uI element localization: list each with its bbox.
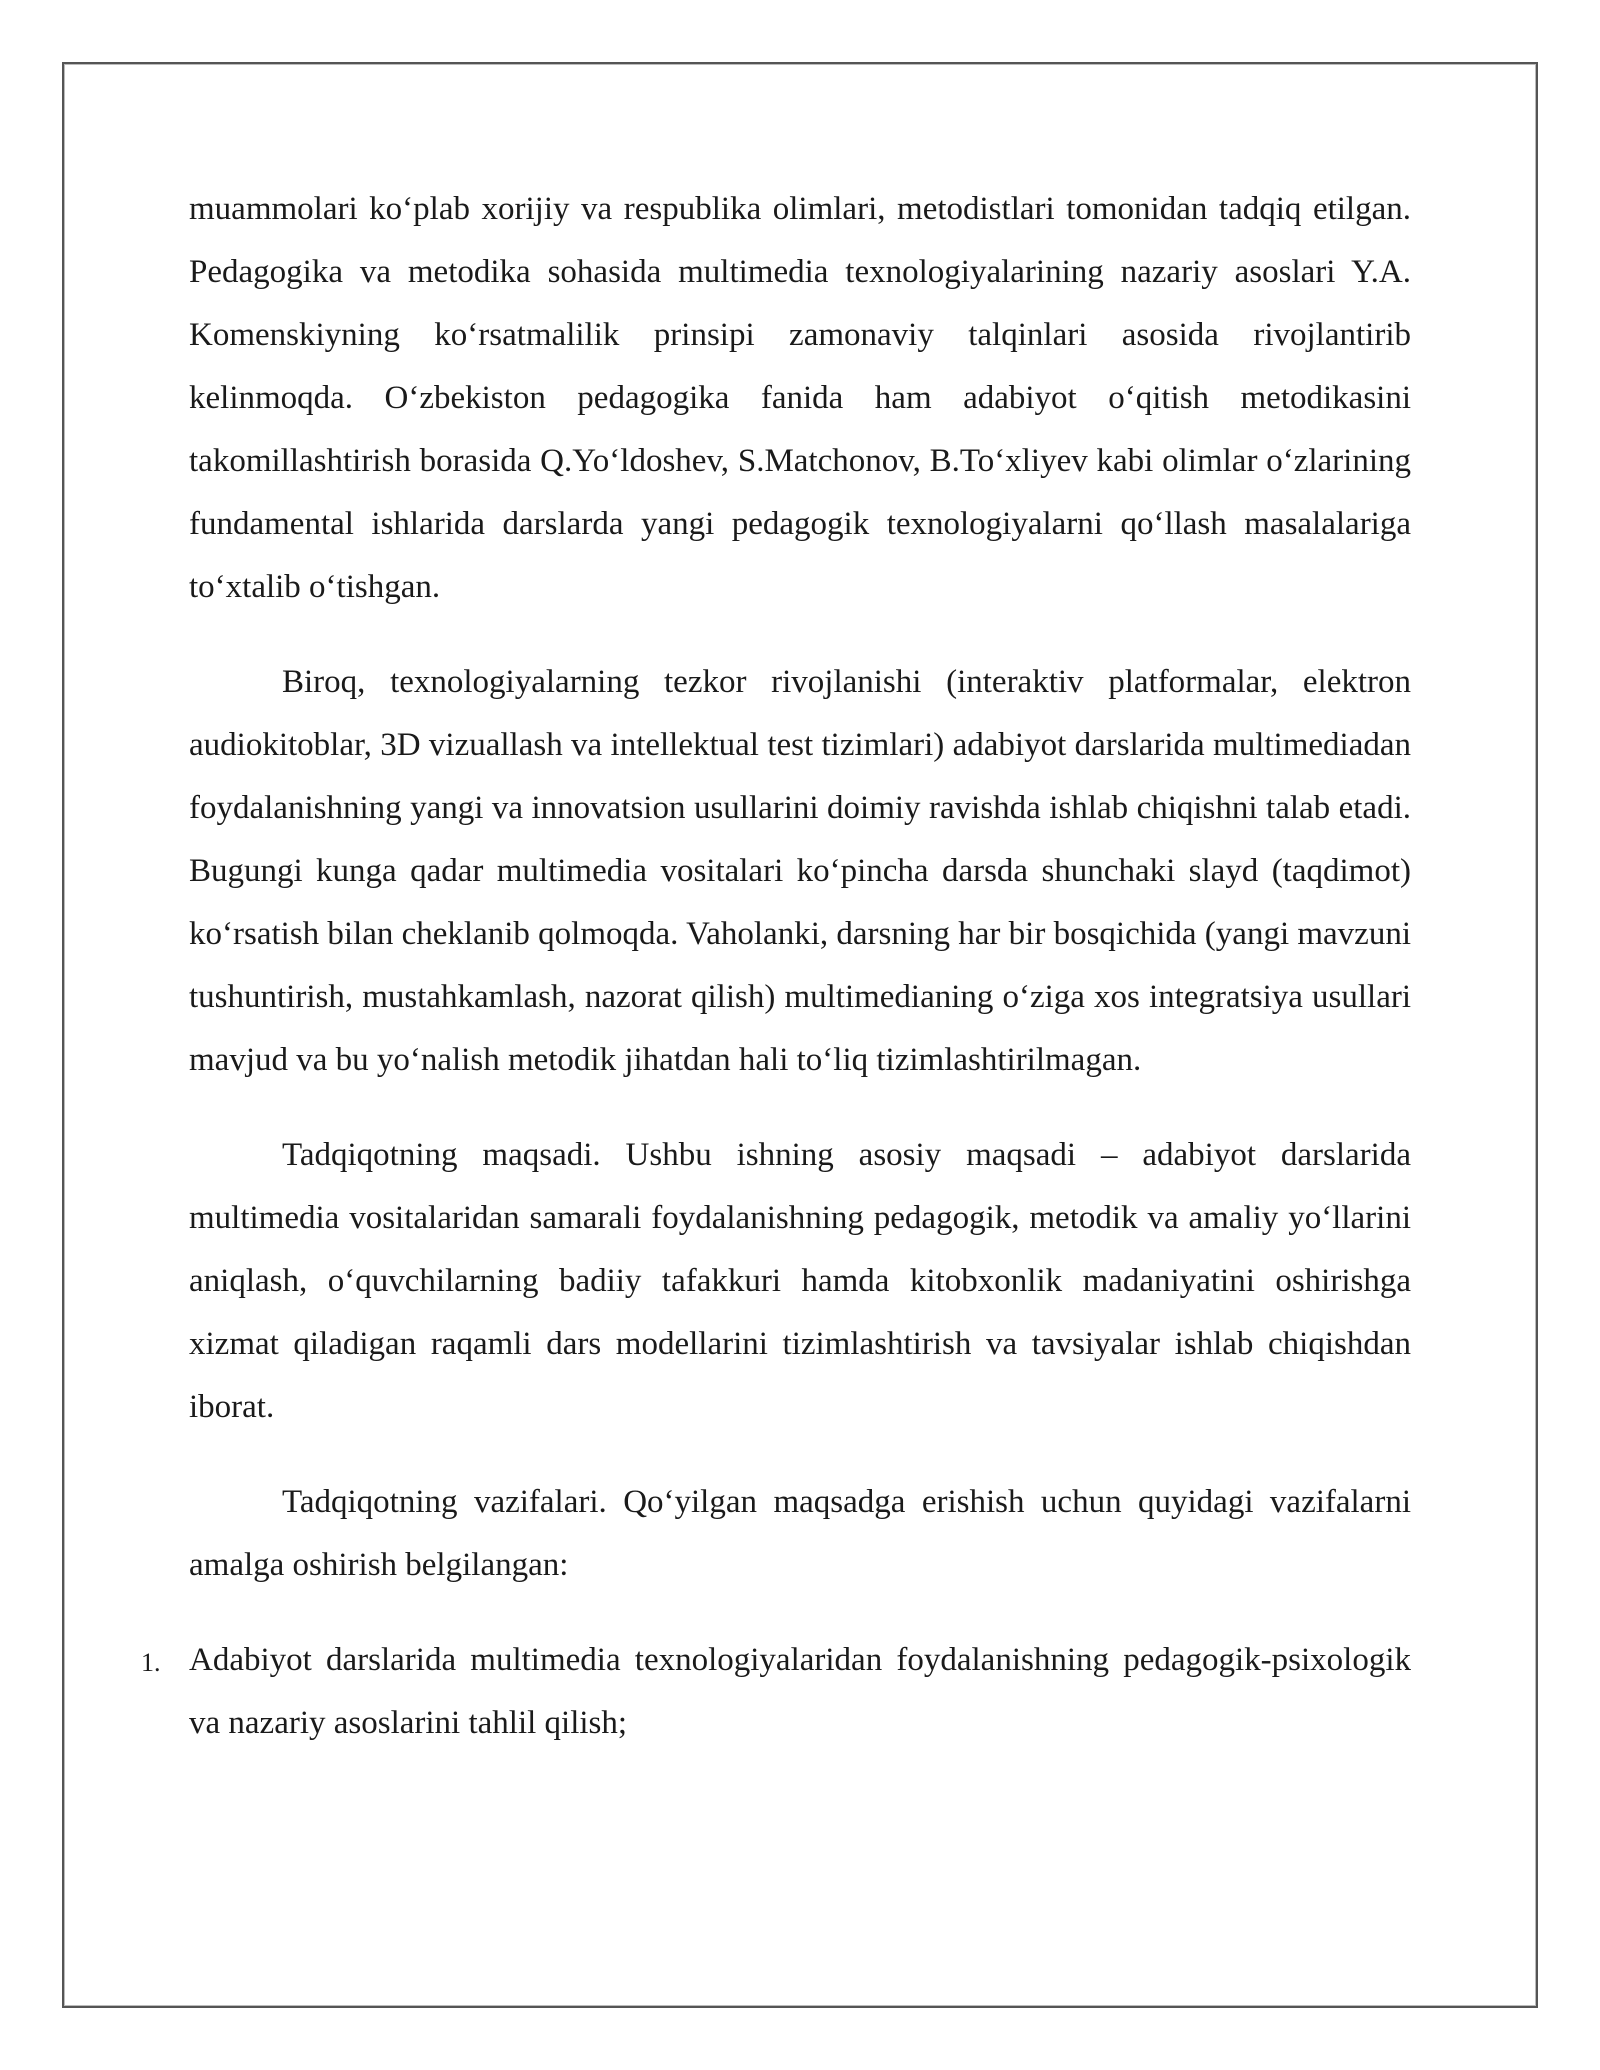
tasks-list bbox=[141, 1629, 1411, 1755]
list-item-text: Adabiyot darslarida multimedia texnologiyalaridan foydalanishning pedagogik-psixologik va nazariy asoslarini tahlil qilish; bbox=[189, 1642, 1411, 1741]
list-number: 1. bbox=[141, 1648, 161, 1677]
paragraph-research-tasks: Tadqiqotning vazifalari. Qoʻyilgan maqsadga erishish uchun quyidagi vazifalarni amalga oshirish belgilangan: bbox=[189, 1484, 1411, 1583]
paragraph-continuation: muammolari koʻplab xorijiy va respublika olimlari, metodistlari tomonidan tadqiq etilgan. Pedagogika va metodika sohasida multimedia texnologiyalarining nazariy asoslari Y.A. Komenskiyning koʻrsatmalilik prinsipi zamonaviy talqinlari asosida rivojlantirib kelinmoqda. Oʻzbekiston pedagogika fanida ham adabiyot oʻqitish metodikasini takomillashtirish borasida Q.Yoʻldoshev, S.Matchonov, B.Toʻxliyev kabi olimlar oʻzlarining fundamental ishlarida darslarda yangi pedagogik texnologiyalarni qoʻllash masalalariga toʻxtalib oʻtishgan. bbox=[189, 191, 1411, 605]
paragraph-research-goal: Tadqiqotning maqsadi. Ushbu ishning asosiy maqsadi – adabiyot darslarida multimedia vositalaridan samarali foydalanishning pedagogik, metodik va amaliy yoʻllarini aniqlash, oʻquvchilarning badiiy tafakkuri hamda kitobxonlik madaniyatini oshirishga xizmat qiladigan raqamli dars modellarini tizimlashtirish va tavsiyalar ishlab chiqishdan iborat. bbox=[189, 1137, 1411, 1425]
paragraph-technology-development: Biroq, texnologiyalarning tezkor rivojlanishi (interaktiv platformalar, elektron audiokitoblar, 3D vizuallash va intellektual test tizimlari) adabiyot darslarida multimediadan foydalanishning yangi va innovatsion usullarini doimiy ravishda ishlab chiqishni talab etadi. Bugungi kunga qadar multimedia vositalari koʻpincha darsda shunchaki slayd (taqdimot) koʻrsatish bilan cheklanib qolmoqda. Vaholanki, darsning har bir bosqichida (yangi mavzuni tushuntirish, mustahkamlash, nazorat qilish) multimedianing oʻziga xos integratsiya usullari mavjud va bu yoʻnalish metodik jihatdan hali toʻliq tizimlashtirilmagan. bbox=[189, 664, 1411, 1078]
list-item bbox=[141, 1629, 1411, 1755]
document-body bbox=[141, 178, 1411, 1755]
